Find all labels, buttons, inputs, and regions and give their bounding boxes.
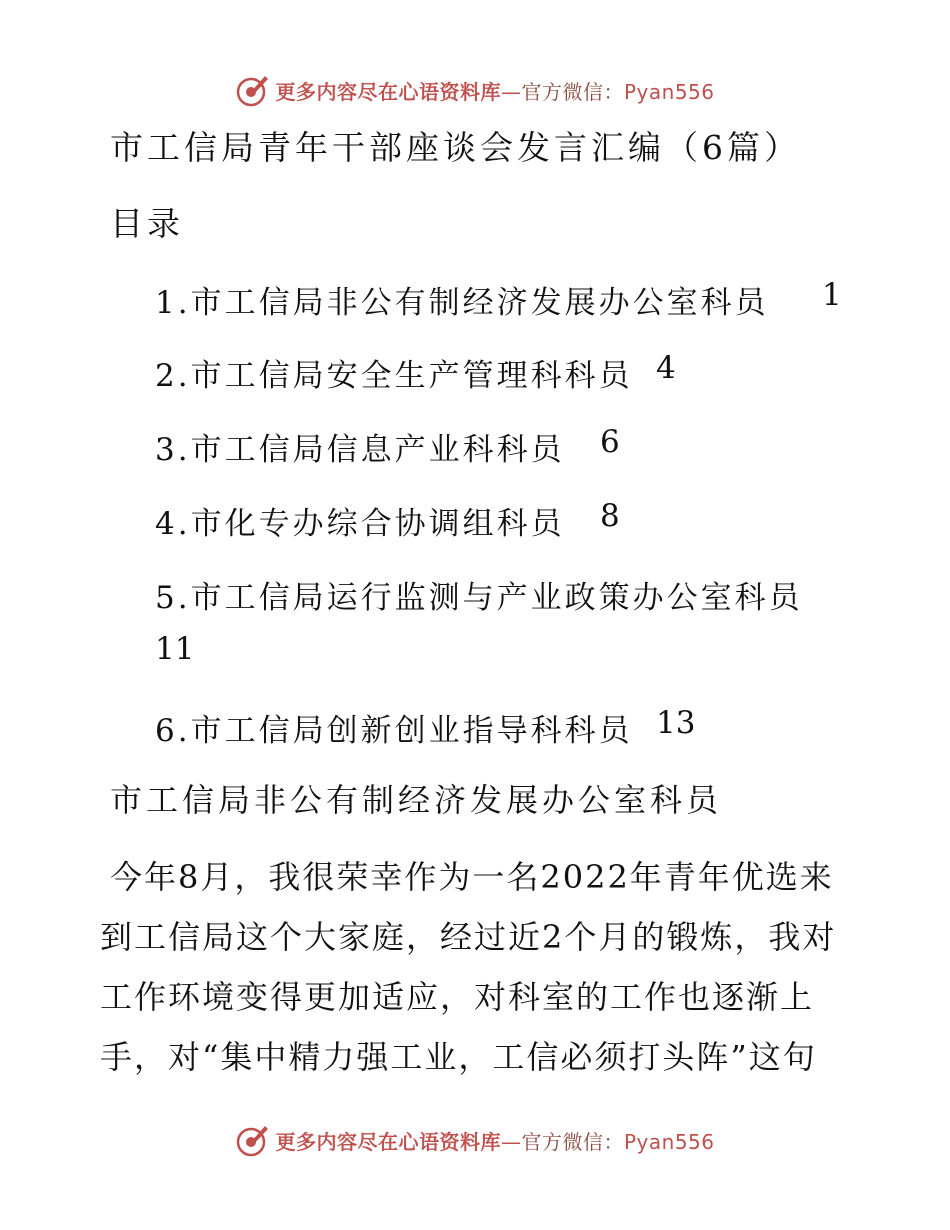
toc-item-page: 4 [656,350,676,386]
watermark-text: 更多内容尽在心语资料库—官方微信：Pyan556 [275,1129,715,1154]
toc-item-label: 1.市工信局非公有制经济发展办公室科员 [155,285,769,321]
toc-item-page: 11 [155,631,195,667]
footer-watermark-banner [0,1120,950,1160]
toc-item-page: 6 [600,424,620,460]
toc-item-page: 8 [600,498,620,534]
toc-item-label: 6.市工信局创新创业指导科科员 [155,713,633,749]
toc-item-label: 2.市工信局安全生产管理科科员 [155,358,633,394]
pen-logo-icon [235,1122,271,1158]
paragraph-line: 手，对“集中精力强工业，工信必须打头阵”这句 [100,1038,817,1076]
document-title: 市工信局青年干部座谈会发言汇编（6篇） [110,128,801,167]
toc-item-page: 13 [656,705,696,741]
section-title: 市工信局非公有制经济发展办公室科员 [110,781,723,819]
toc-item-page: 1 [822,277,842,313]
paragraph-line: 工作环境变得更加适应，对科室的工作也逐渐上 [100,978,815,1016]
pen-logo-icon [235,72,271,108]
toc-heading: 目录 [110,204,184,243]
watermark-text: 更多内容尽在心语资料库—官方微信：Pyan556 [275,79,715,104]
paragraph-line: 今年8月，我很荣幸作为一名2022年青年优选来 [110,858,834,896]
toc-item-label: 5.市工信局运行监测与产业政策办公室科员 [155,580,803,616]
toc-item-label: 4.市化专办综合协调组科员 [155,506,565,542]
paragraph-line: 到工信局这个大家庭，经过近2个月的锻炼，我对 [100,918,837,956]
toc-item-label: 3.市工信局信息产业科科员 [155,432,565,468]
header-watermark-banner [0,70,950,110]
